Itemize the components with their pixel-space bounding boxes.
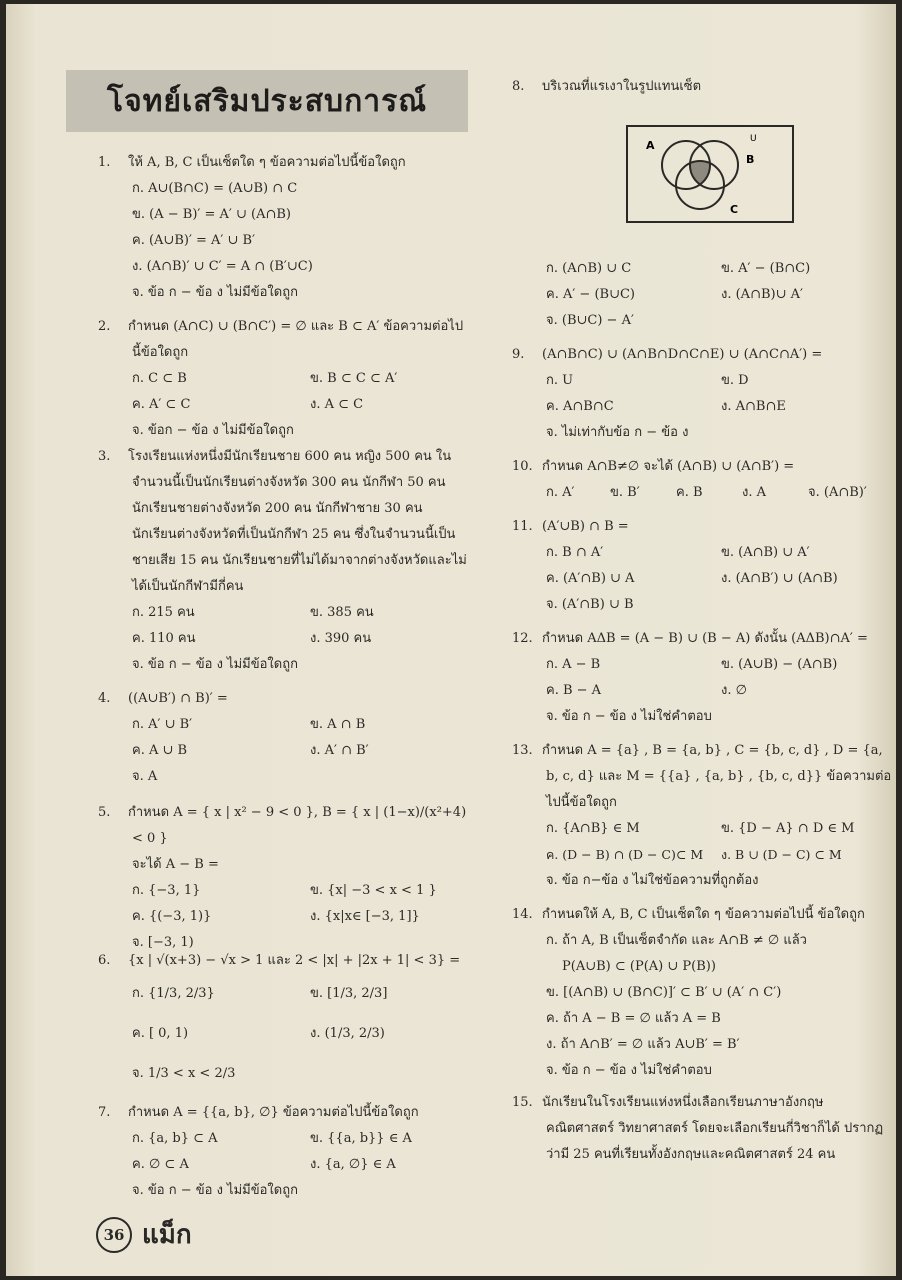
question-stem: (A′∪B) ∩ B = [542, 519, 629, 534]
choice-a: ก. A′ [546, 485, 575, 500]
question-stem: กำหนด A = {a} , B = {a, b} , C = {b, c, d} , D = {a, b, c, d} และ M = {{a} , {a, b} , {b, c, d}} ข้อความต่อไปนี้ข้อใดถูก [542, 743, 892, 810]
choice-c: ค. ถ้า A − B = ∅ แล้ว A = B [546, 1011, 721, 1026]
choice-c: ค. (A∪B)′ = A′ ∪ B′ [132, 233, 256, 248]
venn-diagram [626, 125, 794, 223]
choice-c: ค. A∩B∩C [546, 399, 614, 414]
choice-c: ค. {(−3, 1)} [132, 909, 212, 924]
choice-a: ก. ถ้า A, B เป็นเซ็ตจำกัด และ A∩B ≠ ∅ แล้ว [546, 933, 807, 948]
question-5 [98, 800, 468, 956]
choice-b: ข. A′ − (B∩C) [721, 261, 811, 276]
choice-c: ค. A′ − (B∪C) [546, 287, 635, 302]
choice-a: ก. A − B [546, 657, 601, 672]
choice-a: ก. B ∩ A′ [546, 545, 604, 560]
question-stem: กำหนดให้ A, B, C เป็นเซ็ตใด ๆ ข้อความต่อไปนี้ ข้อใดถูก [542, 907, 865, 922]
choice-d: ง. {a, ∅} ∈ A [310, 1157, 396, 1172]
choice-e: จ. (A′∩B) ∪ B [546, 597, 634, 612]
page-footer [96, 1214, 192, 1255]
question-number: 14. [512, 907, 533, 922]
choice-e: จ. ข้อก − ข้อ ง ไม่มีข้อใดถูก [132, 423, 294, 438]
question-number: 7. [98, 1105, 111, 1120]
choice-a: ก. U [546, 373, 574, 388]
question-2 [98, 314, 468, 444]
choice-d: ง. 390 คน [310, 631, 372, 646]
choice-b: ข. [(A∩B) ∪ (B∩C)]′ ⊂ B′ ∪ (A′ ∩ C′) [546, 985, 782, 1000]
question-11 [512, 514, 898, 618]
choice-a: ก. A∪(B∩C) = (A∪B) ∩ C [132, 181, 298, 196]
choice-d: ง. ∅ [721, 683, 747, 698]
choice-e: จ. ข้อ ก−ข้อ ง ไม่ใช่ข้อความที่ถูกต้อง [546, 873, 759, 888]
choice-d: ง. (A∩B′) ∪ (A∩B) [721, 571, 838, 586]
choice-b: ข. 385 คน [310, 605, 374, 620]
question-stem: กำหนด A = {{a, b}, ∅} ข้อความต่อไปนี้ข้อใดถูก [128, 1105, 419, 1120]
choice-a: ก. {A∩B} ∈ M [546, 821, 640, 836]
choice-a: ก. {1/3, 2/3} [132, 986, 215, 1001]
question-number: 3. [98, 449, 111, 464]
choice-d: ง. A [742, 485, 767, 500]
question-1 [98, 150, 468, 306]
choice-e: จ. ข้อ ก − ข้อ ง ไม่มีข้อใดถูก [132, 285, 298, 300]
question-number: 5. [98, 805, 111, 820]
label-c: C [730, 203, 739, 216]
choice-c: ค. A ∪ B [132, 743, 188, 758]
choice-c: ค. A′ ⊂ C [132, 397, 191, 412]
question-number: 11. [512, 519, 533, 534]
question-8-choices [546, 256, 892, 334]
choice-e: จ. (A∩B)′ [808, 485, 867, 500]
question-stem: กำหนด A∩B≠∅ จะได้ (A∩B) ∪ (A∩B′) = [542, 459, 795, 474]
question-9 [512, 342, 898, 446]
choice-e: จ. ไม่เท่ากับข้อ ก − ข้อ ง [546, 425, 689, 440]
choice-e: จ. ข้อ ก − ข้อ ง ไม่ใช่คำตอบ [546, 1063, 712, 1078]
choice-a: ก. (A∩B) ∪ C [546, 261, 632, 276]
magazine-logo: แม็ก [142, 1220, 192, 1250]
choice-b: ข. (A − B)′ = A′ ∪ (A∩B) [132, 207, 291, 222]
question-number: 15. [512, 1095, 533, 1110]
choice-d: ง. {x|x∈ [−3, 1]} [310, 909, 420, 924]
choice-e: จ. 1/3 < x < 2/3 [132, 1066, 236, 1081]
question-stem: นักเรียนในโรงเรียนแห่งหนึ่งเลือกเรียนภาษาอังกฤษ คณิตศาสตร์ วิทยาศาสตร์ โดยจะเลือกเรียนกี่วิชาก็ได้ ปรากฏว่ามี 25 คนที่เรียนทั้งอังกฤษและคณิตศาสตร์ 24 คน [542, 1095, 884, 1162]
choice-c: ค. 110 คน [132, 631, 196, 646]
page-number: 36 [96, 1217, 132, 1253]
choice-d: ง. A∩B∩E [721, 399, 786, 414]
choice-d: ง. A ⊂ C [310, 397, 364, 412]
venn-diagram-svg [628, 127, 792, 221]
choice-b: ข. B′ [610, 485, 640, 500]
choice-e: จ. A [132, 769, 158, 784]
question-10 [512, 454, 898, 506]
question-number: 6. [98, 953, 111, 968]
question-12 [512, 626, 898, 730]
label-a: A [646, 139, 655, 152]
choice-c: ค. ∅ ⊂ A [132, 1157, 189, 1172]
question-6 [98, 948, 468, 1094]
question-3 [98, 444, 470, 678]
question-7 [98, 1100, 468, 1204]
choice-d: ง. (A∩B)′ ∪ C′ = A ∩ (B′∪C) [132, 259, 313, 274]
question-stem: กำหนด AΔB = (A − B) ∪ (B − A) ดังนั้น (AΔB)∩A′ = [542, 631, 868, 646]
choice-b: ข. {x| −3 < x < 1 } [310, 883, 437, 898]
page-title: โจทย์เสริมประสบการณ์ [106, 83, 428, 119]
question-stem: กำหนด (A∩C) ∪ (B∩C′) = ∅ และ B ⊂ A′ ข้อความต่อไปนี้ข้อใดถูก [128, 319, 464, 360]
choice-c: ค. B − A [546, 683, 602, 698]
choice-d: ง. A′ ∩ B′ [310, 743, 369, 758]
question-stem: โรงเรียนแห่งหนึ่งมีนักเรียนชาย 600 คน หญิง 500 คน ในจำนวนนี้เป็นนักเรียนต่างจังหวัด 300 คน นักกีฬา 50 คน นักเรียนชายต่างจังหวัด 200 คน นักกีฬาชาย 30 คน นักเรียนต่างจังหวัดที่เป็นนักกีฬา 25 คน ซึ่งในจำนวนนี้เป็นชายเสีย 15 คน นักเรียนชายที่ไม่ได้มาจากต่างจังหวัดและไม่ได้เป็นนักกีฬามีกี่คน [128, 449, 467, 594]
question-4 [98, 686, 468, 790]
question-stem: ให้ A, B, C เป็นเซ็ตใด ๆ ข้อความต่อไปนี้ข้อใดถูก [128, 155, 406, 170]
choice-b: ข. {{a, b}} ∈ A [310, 1131, 412, 1146]
choice-e: จ. ข้อ ก − ข้อ ง ไม่มีข้อใดถูก [132, 1183, 298, 1198]
choice-a: ก. C ⊂ B [132, 371, 187, 386]
question-stem-continued: จะได้ A − B = [132, 857, 219, 872]
choice-e: จ. ข้อ ก − ข้อ ง ไม่ใช่คำตอบ [546, 709, 712, 724]
choice-b: ข. [1/3, 2/3] [310, 986, 388, 1001]
choice-b: ข. {D − A} ∩ D ∈ M [721, 821, 855, 836]
question-number: 10. [512, 459, 533, 474]
question-14 [512, 902, 898, 1084]
question-stem: กำหนด A = { x | x² − 9 < 0 }, B = { x | (1−x)/(x²+4) < 0 } [128, 805, 467, 846]
label-b: B [746, 153, 755, 166]
choice-d: ง. (1/3, 2/3) [310, 1026, 385, 1041]
choice-c: ค. B [676, 485, 703, 500]
choice-d: ง. (A∩B)∪ A′ [721, 287, 803, 302]
question-number: 8. [512, 79, 525, 94]
magazine-page [6, 4, 896, 1276]
question-number: 13. [512, 743, 533, 758]
section-banner [66, 70, 468, 132]
choice-c: ค. (A′∩B) ∪ A [546, 571, 635, 586]
choice-b: ข. (A∩B) ∪ A′ [721, 545, 810, 560]
choice-c: ค. [ 0, 1) [132, 1026, 189, 1041]
choice-b: ข. (A∪B) − (A∩B) [721, 657, 838, 672]
choice-d: ง. ถ้า A∩B′ = ∅ แล้ว A∪B′ = B′ [546, 1037, 740, 1052]
choice-a: ก. {a, b} ⊂ A [132, 1131, 218, 1146]
choice-a-continued: P(A∪B) ⊂ (P(A) ∪ P(B)) [562, 959, 716, 974]
question-stem: (A∩B∩C) ∪ (A∩B∩D∩C∩E) ∪ (A∩C∩A′) = [542, 347, 823, 362]
question-number: 9. [512, 347, 525, 362]
choice-a: ก. {−3, 1} [132, 883, 201, 898]
choice-a: ก. A′ ∪ B′ [132, 717, 193, 732]
choice-b: ข. D [721, 373, 749, 388]
label-universe: U [750, 134, 757, 144]
choice-d: ง. B ∪ (D − C) ⊂ M [721, 847, 842, 862]
choice-b: ข. B ⊂ C ⊂ A′ [310, 371, 398, 386]
question-number: 2. [98, 319, 111, 334]
question-number: 1. [98, 155, 111, 170]
question-number: 12. [512, 631, 533, 646]
choice-e: จ. ข้อ ก − ข้อ ง ไม่มีข้อใดถูก [132, 657, 298, 672]
question-13 [512, 738, 898, 894]
choice-b: ข. A ∩ B [310, 717, 366, 732]
question-number: 4. [98, 691, 111, 706]
question-stem: {x | √(x+3) − √x > 1 และ 2 < |x| + |2x + 1| < 3} = [128, 953, 461, 968]
choice-c: ค. (D − B) ∩ (D − C)⊂ M [546, 847, 704, 862]
question-15 [512, 1090, 892, 1168]
question-stem: ((A∪B′) ∩ B)′ = [128, 691, 228, 706]
question-8 [512, 74, 892, 100]
choice-e: จ. [−3, 1) [132, 935, 194, 950]
choice-e: จ. (B∪C) − A′ [546, 313, 634, 328]
question-stem: บริเวณที่แรเงาในรูปแทนเซ็ต [542, 79, 702, 94]
choice-a: ก. 215 คน [132, 605, 195, 620]
